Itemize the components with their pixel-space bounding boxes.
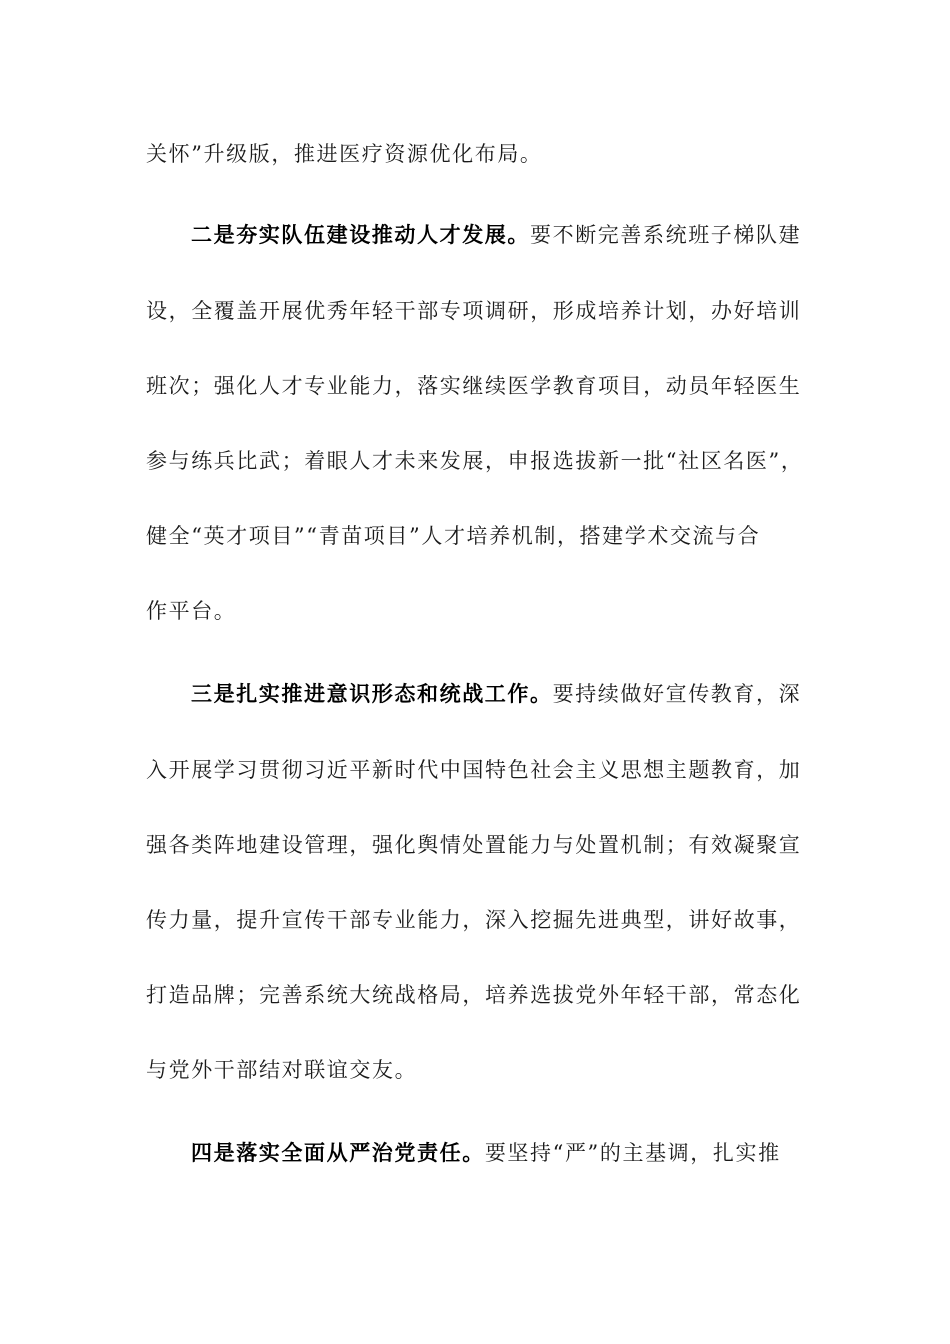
- paragraph-2-line-5: 健全“英才项目”“青苗项目”人才培养机制，搭建学术交流与合: [146, 524, 761, 548]
- paragraph-4-first-line: [191, 1138, 806, 1168]
- paragraph-2-line-4: 参与练兵比武；着眼人才未来发展，申报选拔新一批“社区名医”，: [146, 449, 804, 473]
- paragraph-3-first-line: [191, 679, 806, 709]
- paragraph-3-line-5: 打造品牌；完善系统大统战格局，培养选拔党外年轻干部，常态化: [146, 983, 802, 1007]
- paragraph-4-first-line-text: 要坚持“严”的主基调，扎实推: [484, 1141, 781, 1165]
- paragraph-2-heading: 二是夯实队伍建设推动人才发展。: [191, 222, 530, 247]
- paragraph-2-first-line: [191, 220, 806, 250]
- paragraph-3-line-2: 入开展学习贯彻习近平新时代中国特色社会主义思想主题教育，加: [146, 758, 802, 782]
- paragraph-3-line-3: 强各类阵地建设管理，强化舆情处置能力与处置机制；有效凝聚宣: [146, 833, 802, 857]
- paragraph-3-heading: 三是扎实推进意识形态和统战工作。: [191, 681, 553, 706]
- paragraph-2-first-line-text: 要不断完善系统班子梯队建: [530, 223, 802, 247]
- paragraph-2-line-3: 班次；强化人才专业能力，落实继续医学教育项目，动员年轻医生: [146, 374, 802, 398]
- paragraph-1-line-1: 关怀”升级版，推进医疗资源优化布局。: [146, 142, 543, 166]
- paragraph-2-line-2: 设，全覆盖开展优秀年轻干部专项调研，形成培养计划，办好培训: [146, 299, 802, 323]
- paragraph-3-line-4: 传力量，提升宣传干部专业能力，深入挖掘先进典型，讲好故事，: [146, 908, 802, 932]
- paragraph-3-line-6: 与党外干部结对联谊交友。: [146, 1058, 418, 1082]
- paragraph-3-first-line-text: 要持续做好宣传教育，深: [552, 682, 802, 706]
- paragraph-2-line-6: 作平台。: [146, 599, 237, 623]
- paragraph-4-heading: 四是落实全面从严治党责任。: [191, 1140, 485, 1165]
